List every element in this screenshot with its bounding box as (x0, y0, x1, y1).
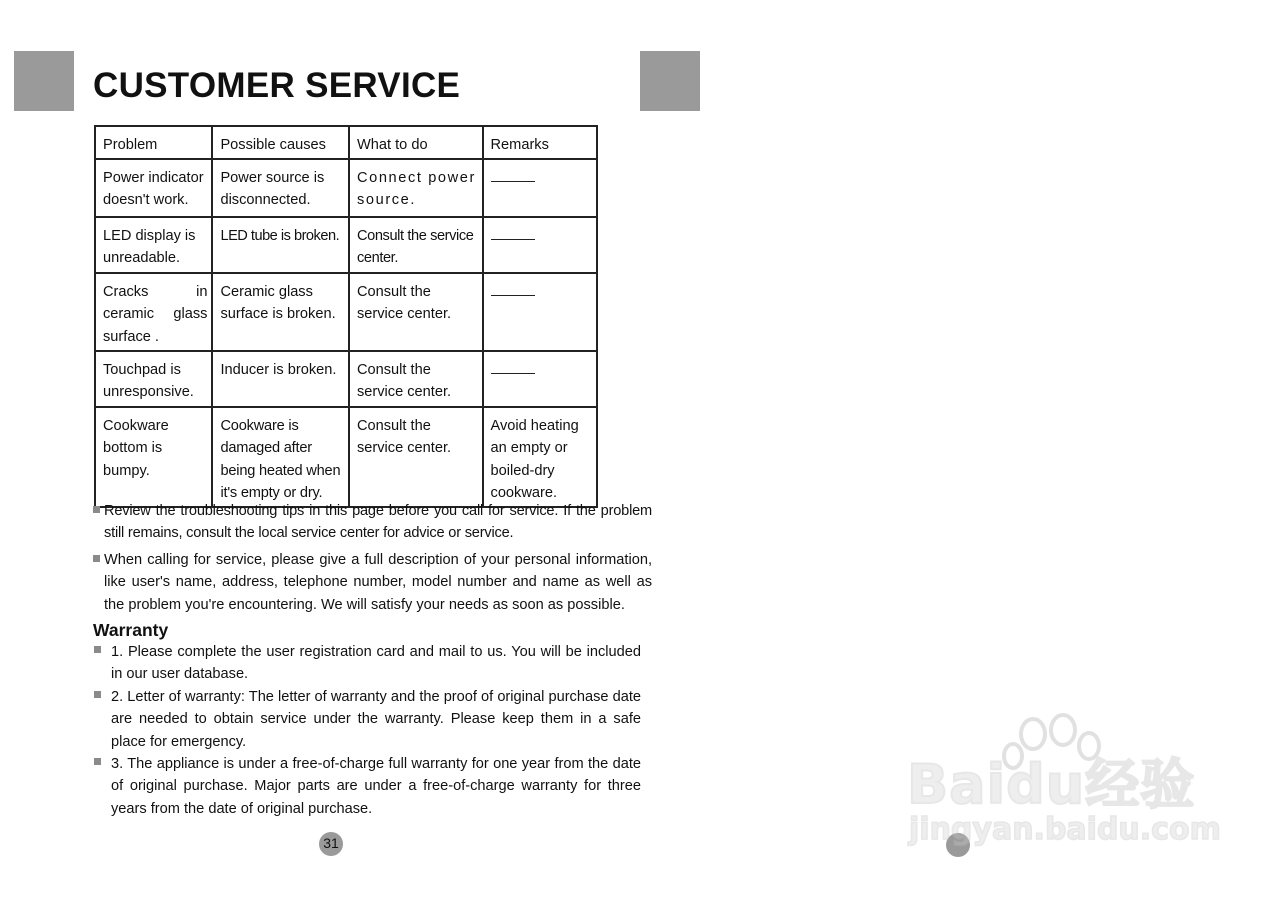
page-number: 31 (319, 832, 343, 856)
cell-cause: Cookware is damaged after being heated when it's empty or dry. (212, 407, 349, 508)
cell-problem: Cracks in ceramic glass surface . (95, 273, 212, 351)
table-row (95, 273, 597, 351)
remarks-dash (491, 281, 535, 296)
square-bullet-icon (94, 646, 101, 653)
warranty-item-text: 3. The appliance is under a free-of-charge full warranty for one year from the date of original purchase. Major parts are under a free-of-charge warranty for three years from the date of original purchase. (111, 756, 641, 817)
warranty-heading: Warranty (93, 620, 169, 640)
right-page-tab (640, 51, 700, 111)
watermark-brand: Baidu经验 (907, 753, 1196, 816)
cell-problem: Power indicator doesn't work. (95, 159, 212, 217)
remarks-dash (491, 225, 535, 240)
baidu-watermark (905, 712, 1221, 862)
cell-action: Consult the service center. (349, 273, 483, 351)
remarks-dash (491, 167, 535, 182)
cell-cause: LED tube is broken. (212, 217, 349, 273)
cell-cause: Inducer is broken. (212, 351, 349, 407)
table-header-row (95, 126, 597, 159)
remarks-dash (491, 359, 535, 374)
square-bullet-icon (93, 555, 100, 562)
page-title: CUSTOMER SERVICE (93, 66, 461, 105)
cell-action: Connect power source. (349, 159, 483, 217)
cell-action: Consult the service center. (349, 217, 483, 273)
watermark-url: jingyan.baidu.com (909, 812, 1221, 847)
note-calling (93, 549, 652, 616)
cell-cause: Ceramic glass surface is broken. (212, 273, 349, 351)
cell-problem: LED display is unreadable. (95, 217, 212, 273)
square-bullet-icon (93, 506, 100, 513)
warranty-item (93, 686, 641, 753)
cell-action: Consult the service center. (349, 407, 483, 508)
column-header-causes: Possible causes (212, 126, 349, 159)
table-row (95, 407, 597, 508)
cell-remarks (483, 159, 597, 217)
cell-remarks: Avoid heating an empty or boiled-dry cookware. (483, 407, 597, 508)
column-header-action: What to do (349, 126, 483, 159)
column-header-problem: Problem (95, 126, 212, 159)
warranty-item (93, 641, 641, 686)
note-troubleshooting (93, 500, 652, 545)
left-page-tab (14, 51, 74, 111)
warranty-item (93, 753, 641, 820)
troubleshooting-table (94, 125, 598, 508)
table-row (95, 217, 597, 273)
warranty-item-text: 1. Please complete the user registration card and mail to us. You will be included in our user database. (111, 644, 641, 683)
cell-remarks (483, 351, 597, 407)
note-text: Review the troubleshooting tips in this page before you call for service. If the problem still remains, consult the local service center for advice or service. (104, 503, 652, 542)
cell-cause: Power source is disconnected. (212, 159, 349, 217)
cell-problem: Touchpad is unresponsive. (95, 351, 212, 407)
cell-action: Consult the service center. (349, 351, 483, 407)
table-row (95, 159, 597, 217)
square-bullet-icon (94, 691, 101, 698)
cell-problem: Cookware bottom is bumpy. (95, 407, 212, 508)
table-row (95, 351, 597, 407)
column-header-remarks: Remarks (483, 126, 597, 159)
warranty-item-text: 2. Letter of warranty: The letter of warranty and the proof of original purchase date are needed to obtain service under the warranty. Please keep them in a safe place for emergency. (111, 689, 641, 750)
square-bullet-icon (94, 758, 101, 765)
note-text: When calling for service, please give a full description of your personal information, like user's name, address, telephone number, model number and name as well as the problem you're encountering. We will satisfy your needs as soon as possible. (104, 552, 652, 613)
cell-remarks (483, 273, 597, 351)
cell-remarks (483, 217, 597, 273)
